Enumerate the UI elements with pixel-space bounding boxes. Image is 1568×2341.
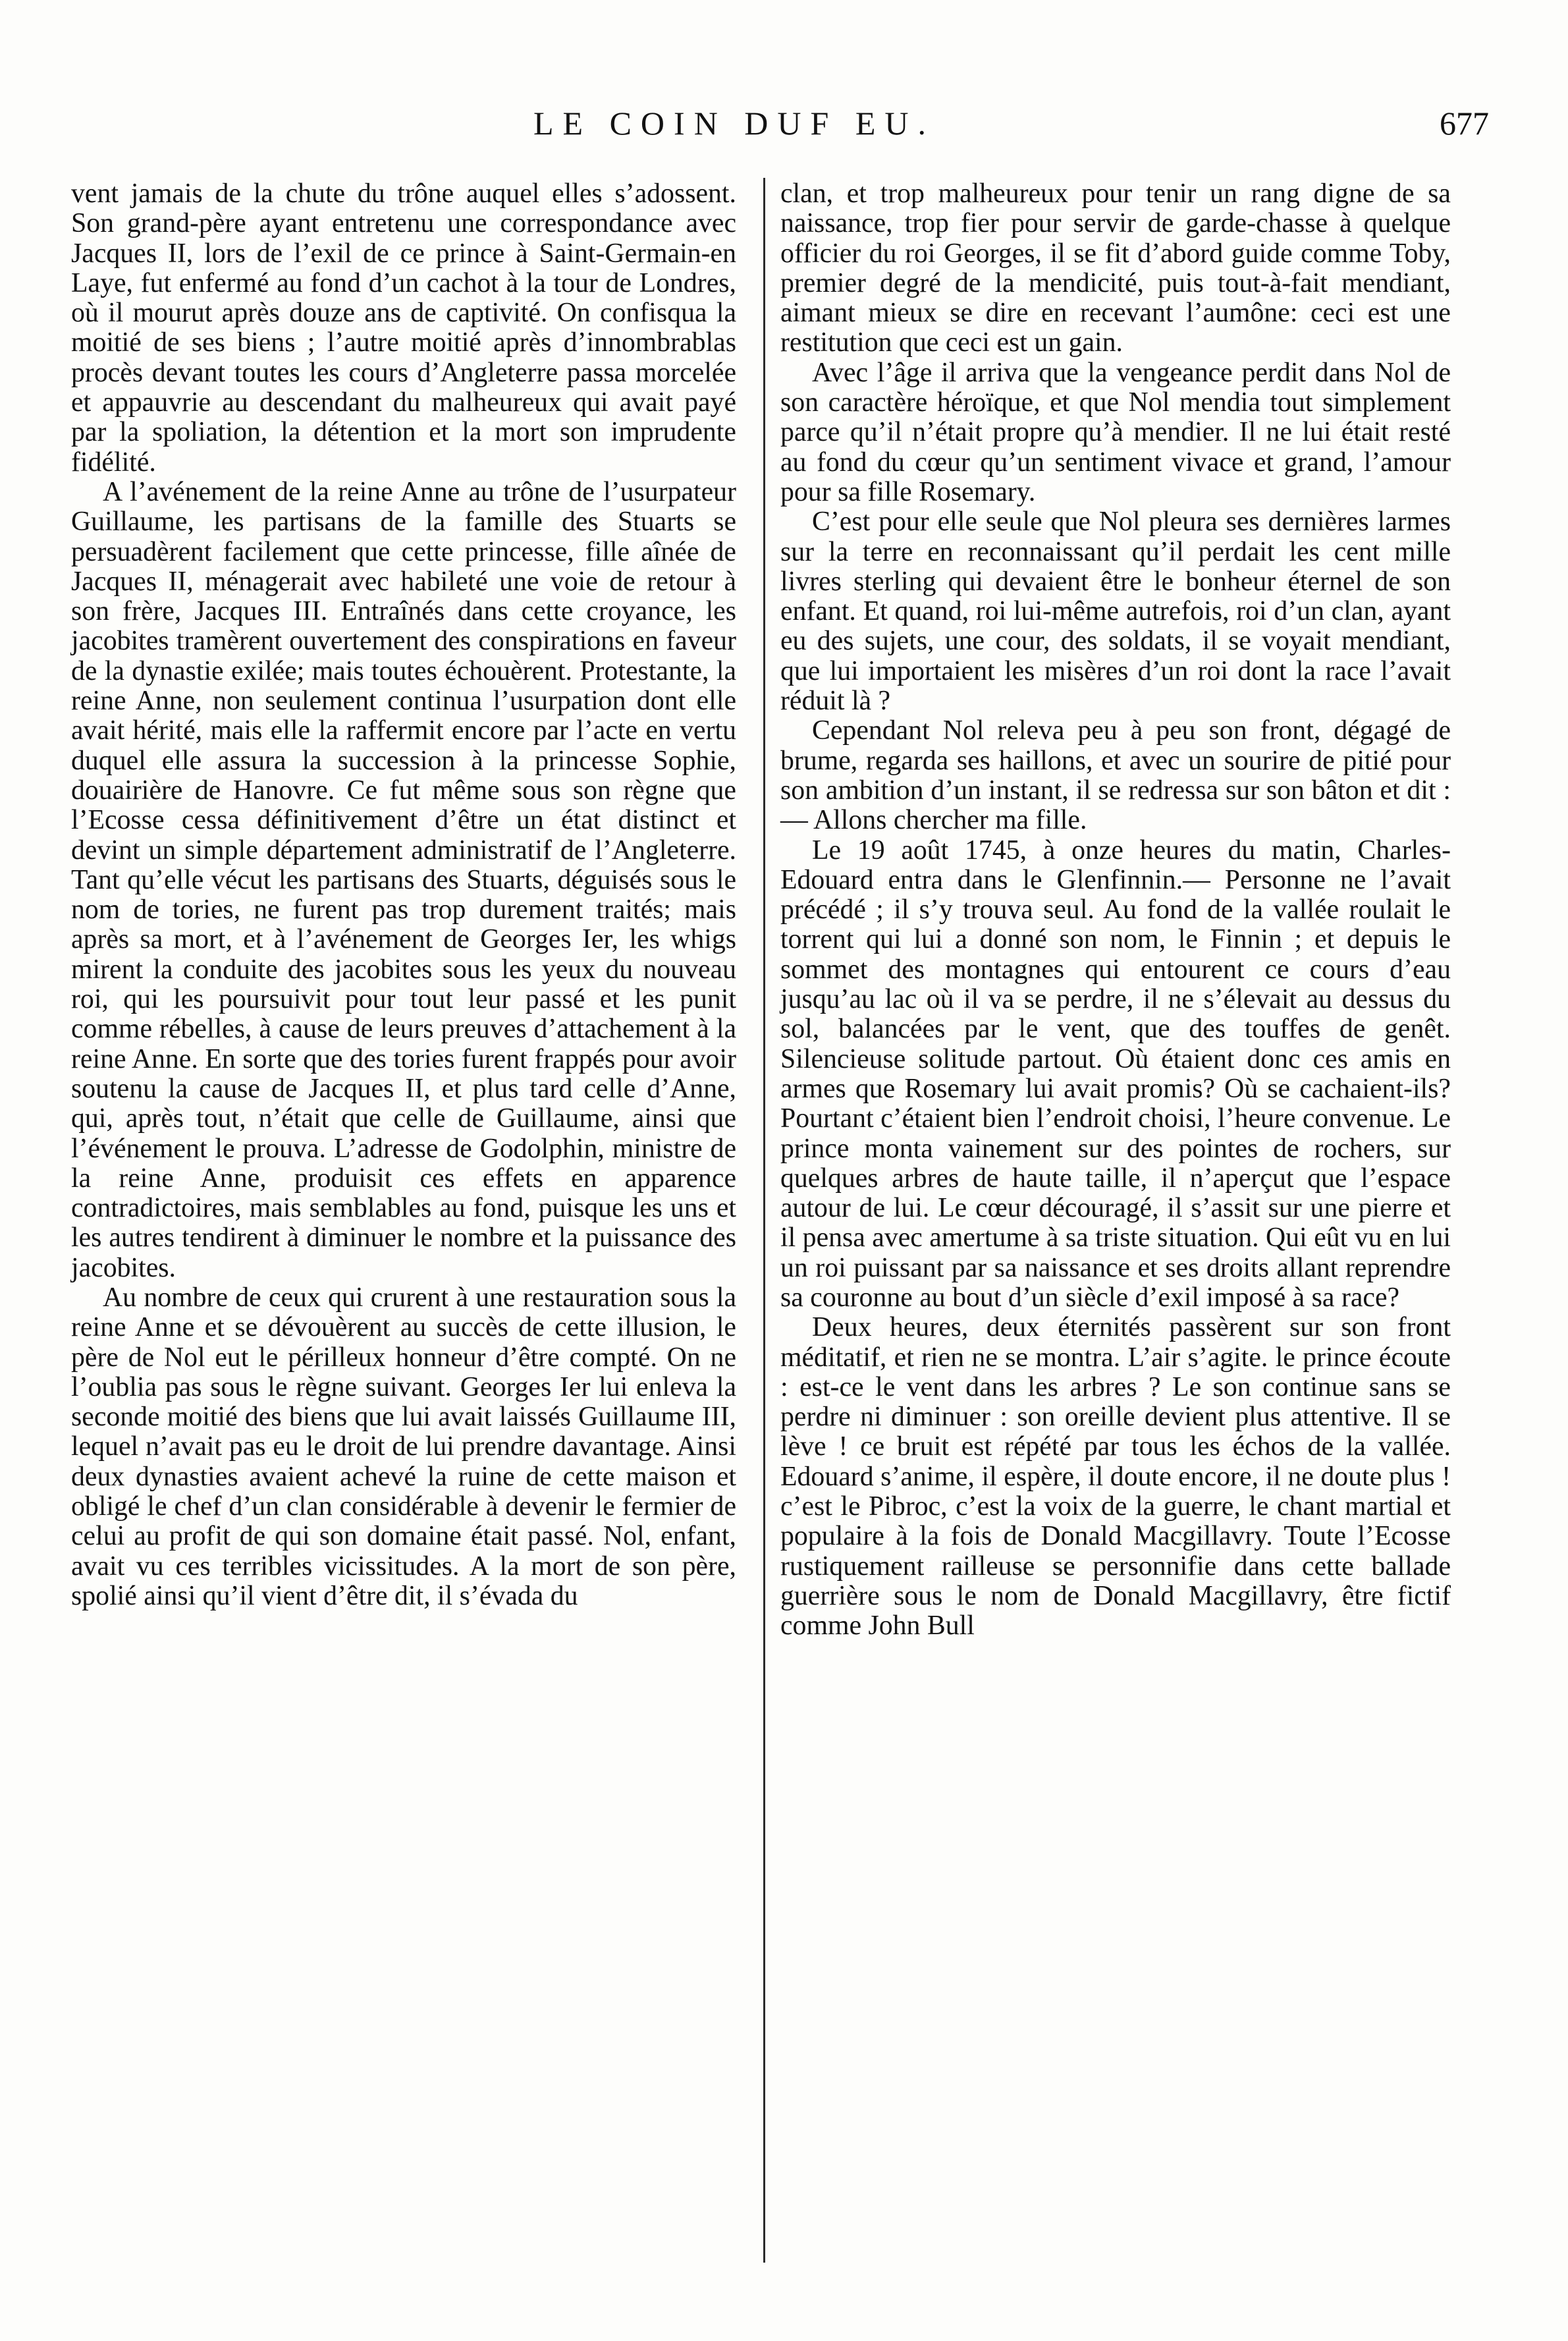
paragraph: vent jamais de la chute du trône auquel elles s’adossent. Son grand-père ayant entretenu une correspondance avec Jacques II, lors de l’exil de ce prince à Saint-Germain-en Laye, fut enfermé au fond d’un cachot à la tour de Londres, où il mourut après douze ans de captivité. On confisqua la moitié de ses biens ; l’autre moitié après d’innombrablas procès devant toutes les cours d’Angleterre passa morcelée et appauvrie au descendant du malheureux qui avait payé par la spoliation, la détention et la mort son imprudente fidélité. (71, 179, 736, 478)
paragraph: clan, et trop malheureux pour tenir un rang digne de sa naissance, trop fier pour servir de garde-chasse à quelque officier du roi Georges, il se fit d’abord guide comme Toby, premier degré de la mendicité, puis tout-à-fait mendiant, aimant mieux se dire en recevant l’aumône: ceci est une restitution que ceci est un gain. (780, 179, 1451, 358)
right-column (780, 179, 1451, 1641)
paragraph: Au nombre de ceux qui crurent à une restauration sous la reine Anne et se dévouèrent au succès de cette illusion, le père de Nol eut le périlleux honneur d’être compté. On ne l’oublia pas sous le règne suivant. Georges Ier lui enleva la seconde moitié des biens que lui avait laissés Guillaume III, lequel n’avait pas eu le droit de lui prendre davantage. Ainsi deux dynasties avaient achevé la ruine de cette maison et obligé le chef d’un clan considérable à devenir le fermier de celui au profit de qui son domaine était passé. Nol, enfant, avait vu ces terribles vicissitudes. A la mort de son père, spolié ainsi qu’il vient d’être dit, il s’évada du (71, 1282, 736, 1611)
paragraph: C’est pour elle seule que Nol pleura ses dernières larmes sur la terre en reconnaissant qu’il perdait les cent mille livres sterling qui devaient être le bonheur éternel de son enfant. Et quand, roi lui-même autrefois, roi d’un clan, ayant eu des sujets, une cour, des soldats, il se voyait mendiant, que lui importaient les misères d’un roi dont la race l’avait réduit là ? (780, 507, 1451, 717)
left-column (71, 179, 736, 1611)
page-number: 677 (1440, 105, 1489, 142)
running-title: LE COIN DUF EU. (533, 105, 935, 142)
paragraph: A l’avénement de la reine Anne au trône de l’usurpateur Guillaume, les partisans de la famille des Stuarts se persuadèrent facilement que cette princesse, fille aînée de Jacques II, ménagerait avec habileté une voie de retour à son frère, Jacques III. Entraînés dans cette croyance, les jacobites tramèrent ouvertement des conspirations en faveur de la dynastie exilée; mais toutes échouèrent. Protestante, la reine Anne, non seulement continua l’usurpation dont elle avait hérité, mais elle la raffermit encore par l’acte en vertu duquel elle assura la succession à la princesse Sophie, douairière de Hanovre. Ce fut même sous son règne que l’Ecosse cessa définitivement d’être un état distinct et devint un simple département administratif de l’Angleterre. Tant qu’elle vécut les partisans des Stuarts, déguisés sous le nom de tories, ne furent pas trop durement traités; mais après sa mort, et à l’avénement de Georges Ier, les whigs mirent la conduite des jacobites sous les yeux du nouveau roi, qui les poursuivit pour tout leur passé et les punit comme rébelles, à cause de leurs preuves d’attachement à la reine Anne. En sorte que des tories furent frappés pour avoir soutenu la cause de Jacques II, et plus tard celle d’Anne, qui, après tout, n’était que celle de Guillaume, ainsi que l’événement le prouva. L’adresse de Godolphin, ministre de la reine Anne, produisit ces effets en apparence contradictoires, mais semblables au fond, puisque les uns et les autres tendirent à diminuer le nombre et la puissance des jacobites. (71, 476, 736, 1283)
paragraph: Avec l’âge il arriva que la vengeance perdit dans Nol de son caractère héroïque, et que Nol mendia tout simplement parce qu’il n’était propre qu’à mendier. Il ne lui était resté au fond du cœur qu’un sentiment vivace et grand, l’amour pour sa fille Rosemary. (780, 357, 1451, 507)
column-divider (763, 178, 765, 2263)
running-head (0, 104, 1568, 157)
paragraph: Le 19 août 1745, à onze heures du matin, Charles-Edouard entra dans le Glenfinnin.— Personne ne l’avait précédé ; il s’y trouva seul. Au fond de la vallée roulait le torrent qui lui a donné son nom, le Finnin ; et depuis le sommet des montagnes qui entourent ce cours d’eau jusqu’au lac où il va se perdre, il ne s’élevait au dessus du sol, balancées par le vent, que des touffes de genêt. Silencieuse solitude partout. Où étaient donc ces amis en armes que Rosemary lui avait promis? Où se cachaient-ils? Pourtant c’étaient bien l’endroit choisi, l’heure convenue. Le prince monta vainement sur des pointes de rochers, sur quelques arbres de haute taille, il n’aperçut que l’espace autour de lui. Le cœur découragé, il s’assit sur une pierre et il pensa avec amertume à sa triste situation. Qui eût vu en lui un roi puissant par sa naissance et ses droits allant reprendre sa couronne au bout d’un siècle d’exil imposé à sa race? (780, 835, 1451, 1313)
paragraph: Cependant Nol releva peu à peu son front, dégagé de brume, regarda ses haillons, et avec un sourire de pitié pour son ambition d’un instant, il se redressa sur son bâton et dit : — Allons chercher ma fille. (780, 715, 1451, 836)
paragraph: Deux heures, deux éternités passèrent sur son front méditatif, et rien ne se montra. L’air s’agite. le prince écoute : est-ce le vent dans les arbres ? Le son continue sans se perdre ni diminuer : son oreille devient plus attentive. Il se lève ! ce bruit est répété par tous les échos de la vallée. Edouard s’anime, il espère, il doute encore, il ne doute plus ! c’est le Pibroc, c’est la voix de la guerre, le chant martial et populaire à la fois de Donald Macgillavry. Toute l’Ecosse rustiquement railleuse se personnifie dans cette ballade guerrière sous le nom de Donald Macgillavry, être fictif comme John Bull (780, 1312, 1451, 1641)
